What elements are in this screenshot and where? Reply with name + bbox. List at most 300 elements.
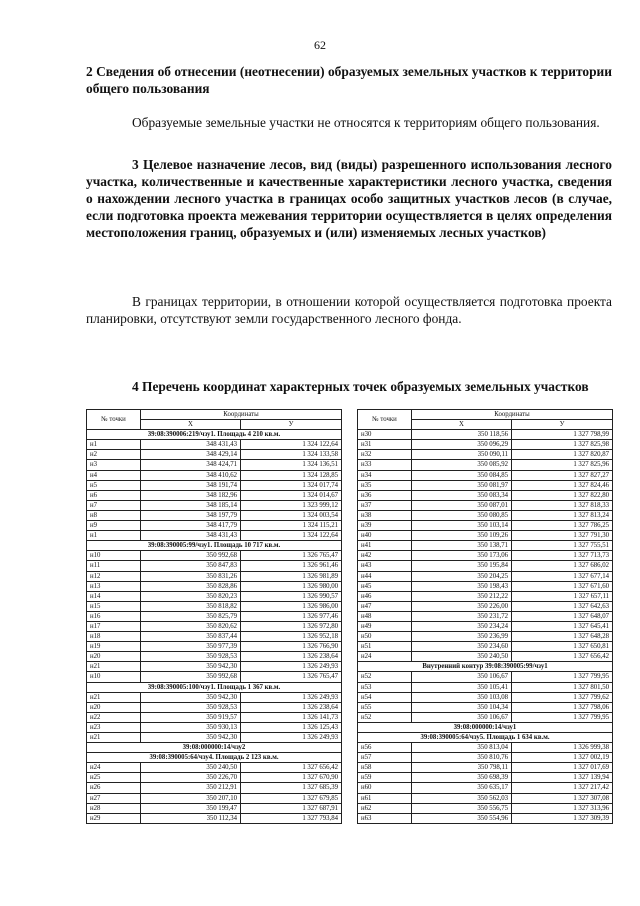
coord-y: 1 326 952,18 xyxy=(241,632,342,642)
table-group-row xyxy=(87,541,342,551)
point-number: н49 xyxy=(358,621,412,631)
coord-x: 350 085,92 xyxy=(412,460,512,470)
point-number: н1 xyxy=(87,440,141,450)
header-y: У xyxy=(512,420,613,430)
table-group-row xyxy=(358,722,613,732)
coord-x: 350 942,30 xyxy=(141,662,241,672)
table-row xyxy=(87,561,342,571)
table-row xyxy=(87,480,342,490)
coord-x: 350 831,26 xyxy=(141,571,241,581)
coord-x: 348 431,43 xyxy=(141,531,241,541)
coord-x: 350 212,22 xyxy=(412,591,512,601)
table-row xyxy=(358,813,613,823)
coordinates-table-right xyxy=(357,409,613,824)
table-row xyxy=(358,712,613,722)
coord-y: 1 324 122,64 xyxy=(241,440,342,450)
coord-y: 1 327 687,91 xyxy=(241,803,342,813)
coord-x: 348 431,43 xyxy=(141,440,241,450)
coord-y: 1 327 798,99 xyxy=(512,430,613,440)
group-title: 39:08:390005:64/чзу5. Площадь 1 634 кв.м. xyxy=(358,733,613,743)
point-number: н17 xyxy=(87,621,141,631)
coord-y: 1 327 825,98 xyxy=(512,440,613,450)
table-row xyxy=(358,672,613,682)
point-number: н59 xyxy=(358,773,412,783)
point-number: н22 xyxy=(87,712,141,722)
table-row xyxy=(87,440,342,450)
table-row xyxy=(87,632,342,642)
coord-y: 1 324 003,54 xyxy=(241,510,342,520)
table-row xyxy=(358,632,613,642)
coord-y: 1 324 115,21 xyxy=(241,521,342,531)
point-number: н53 xyxy=(358,682,412,692)
coord-y: 1 326 980,00 xyxy=(241,581,342,591)
coord-y: 1 324 014,67 xyxy=(241,490,342,500)
coord-y: 1 327 713,73 xyxy=(512,551,613,561)
coord-y: 1 327 824,46 xyxy=(512,480,613,490)
coord-x: 350 820,23 xyxy=(141,591,241,601)
coord-x: 350 226,70 xyxy=(141,773,241,783)
coord-x: 350 635,17 xyxy=(412,783,512,793)
table-row xyxy=(87,733,342,743)
table-group-row xyxy=(87,753,342,763)
point-number: н48 xyxy=(358,611,412,621)
table-row xyxy=(358,440,613,450)
coord-x: 350 198,43 xyxy=(412,581,512,591)
coord-x: 350 810,76 xyxy=(412,753,512,763)
point-number: н21 xyxy=(87,692,141,702)
point-number: н3 xyxy=(87,460,141,470)
point-number: н41 xyxy=(358,541,412,551)
table-group-row xyxy=(87,743,342,753)
table-row xyxy=(87,510,342,520)
section-2-text: Образуемые земельные участки не относятся к территориям общего пользования. xyxy=(132,115,600,130)
point-number: н39 xyxy=(358,521,412,531)
coord-x: 350 104,34 xyxy=(412,702,512,712)
point-number: н10 xyxy=(87,551,141,561)
coord-x: 350 226,00 xyxy=(412,601,512,611)
table-row xyxy=(87,722,342,732)
table-row xyxy=(87,460,342,470)
coord-x: 348 182,96 xyxy=(141,490,241,500)
coord-y: 1 327 313,96 xyxy=(512,803,613,813)
table-row xyxy=(358,561,613,571)
coord-y: 1 324 136,51 xyxy=(241,460,342,470)
table-row xyxy=(358,692,613,702)
coord-x: 350 204,25 xyxy=(412,571,512,581)
table-row xyxy=(358,702,613,712)
point-number: н51 xyxy=(358,642,412,652)
coord-x: 350 942,30 xyxy=(141,692,241,702)
point-number: н52 xyxy=(358,712,412,722)
coord-y: 1 327 679,85 xyxy=(241,793,342,803)
table-row xyxy=(358,450,613,460)
point-number: н43 xyxy=(358,561,412,571)
point-number: н46 xyxy=(358,591,412,601)
point-number: н18 xyxy=(87,632,141,642)
point-number: н31 xyxy=(358,440,412,450)
coord-y: 1 323 999,12 xyxy=(241,500,342,510)
table-row xyxy=(358,531,613,541)
coord-y: 1 327 822,80 xyxy=(512,490,613,500)
coord-x: 350 818,82 xyxy=(141,601,241,611)
table-row xyxy=(358,521,613,531)
table-row xyxy=(87,621,342,631)
coord-x: 350 847,83 xyxy=(141,561,241,571)
coord-y: 1 327 217,42 xyxy=(512,783,613,793)
coord-x: 350 084,85 xyxy=(412,470,512,480)
header-point: № точки xyxy=(87,410,141,430)
coord-y: 1 327 827,27 xyxy=(512,470,613,480)
group-title: 39:08:390005:99/чзу1. Площадь 10 717 кв.м. xyxy=(87,541,342,551)
table-row xyxy=(358,460,613,470)
table-row xyxy=(87,521,342,531)
coord-y: 1 327 799,62 xyxy=(512,692,613,702)
table-group-row xyxy=(87,430,342,440)
group-title: 39:08:000000:14/чзу1 xyxy=(358,722,613,732)
table-row xyxy=(87,692,342,702)
coord-x: 348 429,14 xyxy=(141,450,241,460)
point-number: н20 xyxy=(87,652,141,662)
coord-x: 350 103,08 xyxy=(412,692,512,702)
table-row xyxy=(358,591,613,601)
table-row xyxy=(358,611,613,621)
coord-x: 350 236,99 xyxy=(412,632,512,642)
point-number: н35 xyxy=(358,480,412,490)
point-number: н24 xyxy=(358,652,412,662)
point-number: н9 xyxy=(87,521,141,531)
coord-x: 350 118,56 xyxy=(412,430,512,440)
coord-y: 1 326 981,89 xyxy=(241,571,342,581)
header-coordinates: Координаты xyxy=(141,410,342,420)
header-coordinates: Координаты xyxy=(412,410,613,420)
coord-y: 1 327 645,41 xyxy=(512,621,613,631)
header-y: У xyxy=(241,420,342,430)
table-row xyxy=(87,571,342,581)
coord-x: 348 191,74 xyxy=(141,480,241,490)
group-title: 39:08:390005:64/чзу4. Площадь 2 123 кв.м. xyxy=(87,753,342,763)
point-number: н29 xyxy=(87,813,141,823)
coord-y: 1 327 799,95 xyxy=(512,712,613,722)
table-row xyxy=(358,581,613,591)
table-row xyxy=(87,662,342,672)
coord-x: 350 096,29 xyxy=(412,440,512,450)
coord-x: 350 942,30 xyxy=(141,733,241,743)
table-row xyxy=(87,601,342,611)
table-row xyxy=(358,682,613,692)
coord-y: 1 327 818,33 xyxy=(512,500,613,510)
coord-y: 1 327 798,06 xyxy=(512,702,613,712)
coord-y: 1 327 686,02 xyxy=(512,561,613,571)
table-row xyxy=(358,652,613,662)
coord-y: 1 327 650,81 xyxy=(512,642,613,652)
table-row xyxy=(358,783,613,793)
table-row xyxy=(358,601,613,611)
coord-y: 1 326 141,73 xyxy=(241,712,342,722)
coord-x: 350 919,57 xyxy=(141,712,241,722)
coord-x: 350 105,41 xyxy=(412,682,512,692)
coord-x: 350 212,91 xyxy=(141,783,241,793)
table-row xyxy=(87,783,342,793)
table-row xyxy=(87,712,342,722)
coord-x: 350 080,85 xyxy=(412,510,512,520)
table-row xyxy=(87,813,342,823)
point-number: н57 xyxy=(358,753,412,763)
point-number: н62 xyxy=(358,803,412,813)
point-number: н61 xyxy=(358,793,412,803)
coord-y: 1 327 677,14 xyxy=(512,571,613,581)
coord-y: 1 327 642,63 xyxy=(512,601,613,611)
coord-y: 1 327 825,96 xyxy=(512,460,613,470)
coord-y: 1 327 671,60 xyxy=(512,581,613,591)
coord-x: 350 977,39 xyxy=(141,642,241,652)
point-number: н38 xyxy=(358,510,412,520)
coord-y: 1 326 972,80 xyxy=(241,621,342,631)
point-number: н37 xyxy=(358,500,412,510)
point-number: н33 xyxy=(358,460,412,470)
point-number: н50 xyxy=(358,632,412,642)
table-row xyxy=(358,773,613,783)
coord-y: 1 326 238,64 xyxy=(241,702,342,712)
coord-y: 1 326 990,57 xyxy=(241,591,342,601)
point-number: н11 xyxy=(87,561,141,571)
point-number: н34 xyxy=(358,470,412,480)
table-row xyxy=(358,541,613,551)
point-number: н13 xyxy=(87,581,141,591)
coord-x: 350 798,11 xyxy=(412,763,512,773)
table-row xyxy=(87,702,342,712)
table-row xyxy=(87,611,342,621)
point-number: н45 xyxy=(358,581,412,591)
table-row xyxy=(87,763,342,773)
coord-x: 348 417,79 xyxy=(141,521,241,531)
coord-x: 350 087,01 xyxy=(412,500,512,510)
group-title: 39:08:390006:219/чзу1. Площадь 4 210 кв.м. xyxy=(87,430,342,440)
point-number: н56 xyxy=(358,743,412,753)
point-number: н40 xyxy=(358,531,412,541)
coord-x: 350 195,84 xyxy=(412,561,512,571)
table-row xyxy=(87,490,342,500)
coord-x: 350 992,68 xyxy=(141,672,241,682)
coord-y: 1 327 648,28 xyxy=(512,632,613,642)
coord-y: 1 327 648,07 xyxy=(512,611,613,621)
coord-y: 1 327 307,08 xyxy=(512,793,613,803)
coord-y: 1 327 799,95 xyxy=(512,672,613,682)
coord-y: 1 327 656,42 xyxy=(512,652,613,662)
point-number: н55 xyxy=(358,702,412,712)
table-row xyxy=(358,753,613,763)
table-row xyxy=(358,480,613,490)
table-row xyxy=(358,510,613,520)
coord-x: 348 197,79 xyxy=(141,510,241,520)
point-number: н27 xyxy=(87,793,141,803)
coord-y: 1 327 793,84 xyxy=(241,813,342,823)
coord-y: 1 327 656,42 xyxy=(241,763,342,773)
point-number: н44 xyxy=(358,571,412,581)
coord-y: 1 324 122,64 xyxy=(241,531,342,541)
point-number: н30 xyxy=(358,430,412,440)
point-number: н15 xyxy=(87,601,141,611)
table-row xyxy=(87,591,342,601)
table-row xyxy=(358,642,613,652)
table-row xyxy=(87,672,342,682)
table-group-row xyxy=(358,662,613,672)
coord-x: 350 240,50 xyxy=(412,652,512,662)
coord-y: 1 326 238,64 xyxy=(241,652,342,662)
coord-y: 1 327 002,19 xyxy=(512,753,613,763)
coord-x: 350 083,34 xyxy=(412,490,512,500)
table-row xyxy=(87,450,342,460)
table-group-row xyxy=(87,682,342,692)
section-3-heading: 3 Целевое назначение лесов, вид (виды) разрешенного использования лесного участка, количественные и качественные характеристики лесного участка, сведения о нахождении лесного участка в границах особо защитных участков лесов (в случае, если подготовка проекта межевания территории осуществляется в целях определения местоположения границ, образуемых и (или) изменяемых лесных участков) xyxy=(86,157,612,240)
point-number: н1 xyxy=(87,531,141,541)
coord-y: 1 327 657,11 xyxy=(512,591,613,601)
point-number: н4 xyxy=(87,470,141,480)
table-row xyxy=(358,793,613,803)
point-number: н21 xyxy=(87,662,141,672)
coord-x: 350 106,67 xyxy=(412,712,512,722)
coord-y: 1 327 820,87 xyxy=(512,450,613,460)
point-number: н32 xyxy=(358,450,412,460)
coord-x: 350 173,06 xyxy=(412,551,512,561)
coord-x: 350 930,13 xyxy=(141,722,241,732)
table-row xyxy=(358,551,613,561)
point-number: н2 xyxy=(87,450,141,460)
coord-x: 350 828,86 xyxy=(141,581,241,591)
coord-y: 1 327 791,30 xyxy=(512,531,613,541)
point-number: н21 xyxy=(87,733,141,743)
coord-x: 350 207,10 xyxy=(141,793,241,803)
coord-y: 1 326 249,93 xyxy=(241,733,342,743)
coord-y: 1 324 017,74 xyxy=(241,480,342,490)
coord-x: 350 234,60 xyxy=(412,642,512,652)
table-row xyxy=(87,803,342,813)
point-number: н47 xyxy=(358,601,412,611)
point-number: н63 xyxy=(358,813,412,823)
coord-y: 1 327 670,90 xyxy=(241,773,342,783)
coord-x: 350 562,03 xyxy=(412,793,512,803)
coord-x: 350 928,53 xyxy=(141,652,241,662)
coord-x: 348 185,14 xyxy=(141,500,241,510)
coord-x: 350 820,62 xyxy=(141,621,241,631)
point-number: н14 xyxy=(87,591,141,601)
section-4-heading: 4 Перечень координат характерных точек образуемых земельных участков xyxy=(132,379,589,394)
coord-x: 350 813,04 xyxy=(412,743,512,753)
page-number: 62 xyxy=(314,38,326,52)
table-row xyxy=(87,642,342,652)
point-number: н28 xyxy=(87,803,141,813)
coord-x: 350 109,26 xyxy=(412,531,512,541)
table-row xyxy=(87,773,342,783)
point-number: н19 xyxy=(87,642,141,652)
table-row xyxy=(358,430,613,440)
section-2-heading: 2 Сведения об отнесении (неотнесении) образуемых земельных участков к территории общего пользования xyxy=(86,64,612,96)
coord-x: 350 240,50 xyxy=(141,763,241,773)
header-x: Х xyxy=(141,420,241,430)
coord-y: 1 326 986,00 xyxy=(241,601,342,611)
coord-x: 350 081,97 xyxy=(412,480,512,490)
table-row xyxy=(358,500,613,510)
coord-x: 348 424,71 xyxy=(141,460,241,470)
coord-x: 350 825,79 xyxy=(141,611,241,621)
point-number: н20 xyxy=(87,702,141,712)
table-row xyxy=(358,803,613,813)
coord-x: 350 698,39 xyxy=(412,773,512,783)
coord-y: 1 326 977,46 xyxy=(241,611,342,621)
table-row xyxy=(87,793,342,803)
coord-y: 1 326 249,93 xyxy=(241,662,342,672)
point-number: н26 xyxy=(87,783,141,793)
coord-x: 350 090,11 xyxy=(412,450,512,460)
table-row xyxy=(87,551,342,561)
group-title: 39:08:000000:14/чзу2 xyxy=(87,743,342,753)
point-number: н7 xyxy=(87,500,141,510)
table-row xyxy=(87,652,342,662)
point-number: н23 xyxy=(87,722,141,732)
point-number: н52 xyxy=(358,672,412,682)
coord-y: 1 324 128,85 xyxy=(241,470,342,480)
point-number: н60 xyxy=(358,783,412,793)
coord-y: 1 327 786,25 xyxy=(512,521,613,531)
table-row xyxy=(358,470,613,480)
coord-x: 350 556,75 xyxy=(412,803,512,813)
coord-y: 1 327 017,69 xyxy=(512,763,613,773)
table-row xyxy=(87,470,342,480)
coord-x: 350 103,14 xyxy=(412,521,512,531)
header-point: № точки xyxy=(358,410,412,430)
coord-y: 1 326 249,93 xyxy=(241,692,342,702)
coord-x: 350 112,34 xyxy=(141,813,241,823)
point-number: н58 xyxy=(358,763,412,773)
table-row xyxy=(358,763,613,773)
group-title: Внутренний контур 39:08:390005:99/чзу1 xyxy=(358,662,613,672)
point-number: н54 xyxy=(358,692,412,702)
table-group-row xyxy=(358,733,613,743)
point-number: н16 xyxy=(87,611,141,621)
point-number: н42 xyxy=(358,551,412,561)
coord-x: 350 199,47 xyxy=(141,803,241,813)
coord-y: 1 327 813,24 xyxy=(512,510,613,520)
point-number: н8 xyxy=(87,510,141,520)
point-number: н24 xyxy=(87,763,141,773)
coord-y: 1 327 755,51 xyxy=(512,541,613,551)
coord-y: 1 327 801,50 xyxy=(512,682,613,692)
coord-x: 350 837,44 xyxy=(141,632,241,642)
coord-x: 350 992,68 xyxy=(141,551,241,561)
coord-x: 350 106,67 xyxy=(412,672,512,682)
coord-y: 1 327 309,39 xyxy=(512,813,613,823)
section-3-text: В границах территории, в отношении которой осуществляется подготовка проекта планировки, отсутствуют земли государственного лесного фонда. xyxy=(86,294,612,326)
coord-x: 350 234,24 xyxy=(412,621,512,631)
coord-y: 1 327 139,94 xyxy=(512,773,613,783)
table-row xyxy=(87,531,342,541)
header-x: Х xyxy=(412,420,512,430)
point-number: н10 xyxy=(87,672,141,682)
coord-y: 1 327 685,39 xyxy=(241,783,342,793)
point-number: н36 xyxy=(358,490,412,500)
point-number: н6 xyxy=(87,490,141,500)
group-title: 39:08:390005:100/чзу1. Площадь 1 367 кв.м. xyxy=(87,682,342,692)
table-row xyxy=(87,500,342,510)
table-row xyxy=(87,581,342,591)
point-number: н12 xyxy=(87,571,141,581)
coord-y: 1 326 961,46 xyxy=(241,561,342,571)
coord-y: 1 326 766,90 xyxy=(241,642,342,652)
coord-y: 1 326 765,47 xyxy=(241,672,342,682)
coord-y: 1 326 999,38 xyxy=(512,743,613,753)
coord-x: 350 554,96 xyxy=(412,813,512,823)
coord-x: 350 231,72 xyxy=(412,611,512,621)
coord-y: 1 324 133,58 xyxy=(241,450,342,460)
